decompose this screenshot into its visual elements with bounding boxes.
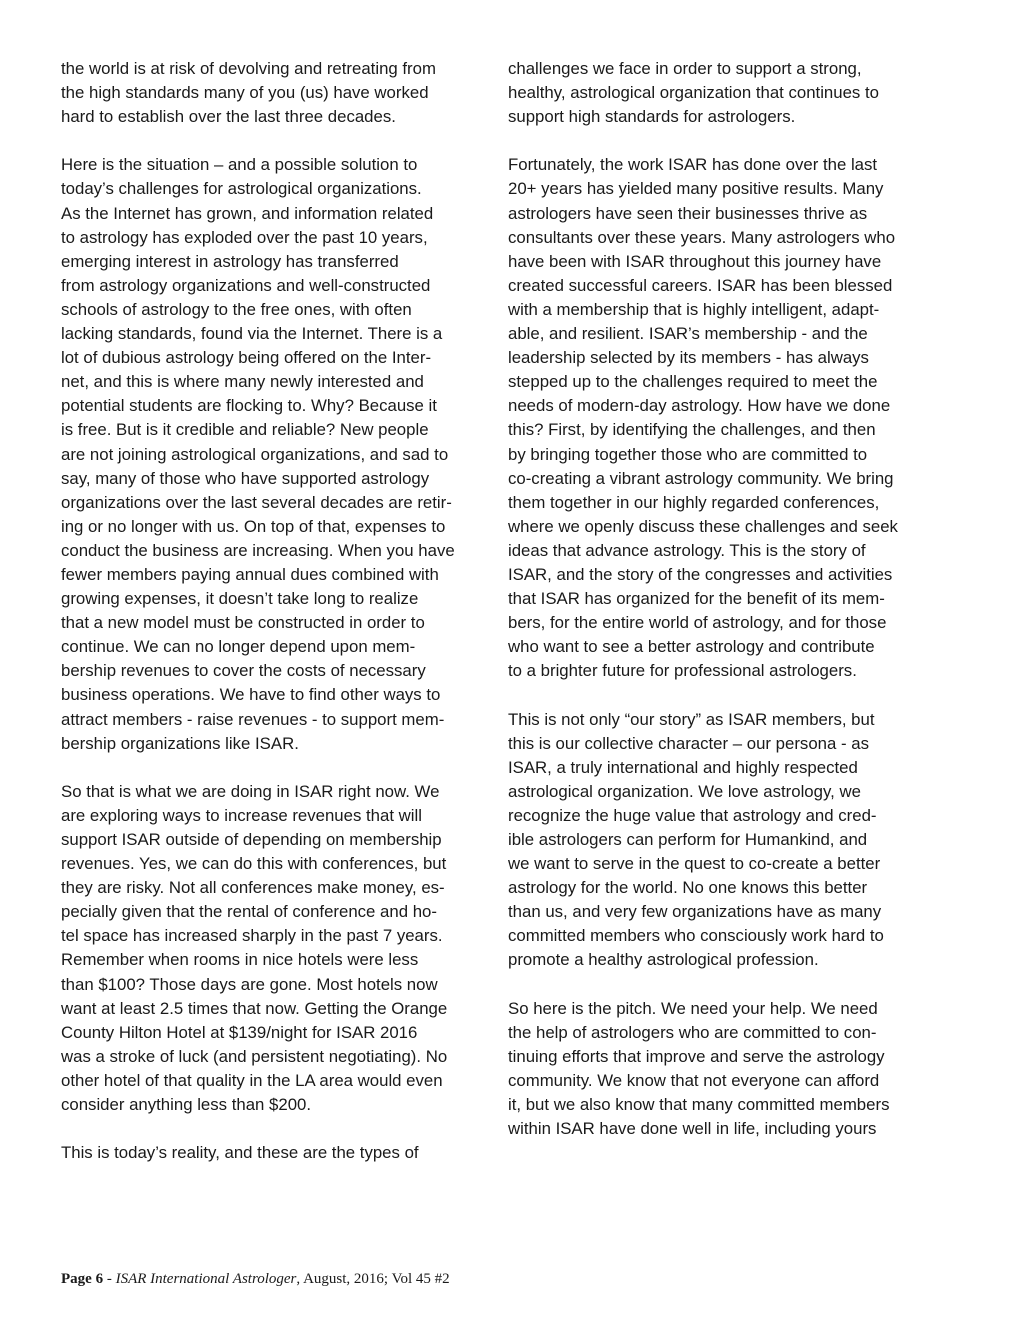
text-line: ing or no longer with us. On top of that, expenses to <box>61 516 446 536</box>
text-line: emerging interest in astrology has transferred <box>61 251 399 271</box>
text-line: co-creating a vibrant astrology community. We bring <box>508 468 894 488</box>
text-line: continue. We can no longer depend upon mem- <box>61 637 416 657</box>
left-paragraph-4 <box>61 1141 501 1165</box>
text-line: promote a healthy astrological profession. <box>508 950 819 970</box>
text-line: hard to establish over the last three decades. <box>61 107 396 127</box>
right-paragraph-2 <box>508 153 948 683</box>
text-line: are not joining astrological organizations, and sad to <box>61 444 449 464</box>
text-line: created successful careers. ISAR has been blessed <box>508 275 893 295</box>
text-line: ible astrologers can perform for Humankind, and <box>508 830 868 849</box>
text-line: support high standards for astrologers. <box>508 107 796 127</box>
text-line: this? First, by identifying the challenges, and then <box>508 420 876 440</box>
text-line: to astrology has exploded over the past 10 years, <box>61 227 428 247</box>
text-line: This is today’s reality, and these are the types of <box>61 1143 419 1163</box>
left-paragraph-2 <box>61 153 501 755</box>
text-line: tinuing efforts that improve and serve the astrology <box>508 1046 885 1066</box>
text-line: astrologers have seen their businesses thrive as <box>508 203 868 223</box>
text-line: that a new model must be constructed in order to <box>61 613 425 633</box>
text-line: revenues. Yes, we can do this with conferences, but <box>61 854 447 874</box>
text-line: So here is the pitch. We need your help. We need <box>508 998 878 1018</box>
text-line: business operations. We have to find other ways to <box>61 685 441 705</box>
publication-title: ISAR International Astrologer <box>115 1271 297 1287</box>
right-paragraph-3 <box>508 708 948 973</box>
issue-info: , August, 2016; Vol 45 #2 <box>296 1271 450 1287</box>
text-line: net, and this is where many newly interested and <box>61 372 424 392</box>
text-line: tel space has increased sharply in the past 7 years. <box>61 926 443 946</box>
text-line: bers, for the entire world of astrology, and for those <box>508 613 887 633</box>
text-line: attract members - raise revenues - to support mem- <box>61 709 445 729</box>
text-line: County Hilton Hotel at $139/night for ISAR 2016 <box>61 1022 418 1042</box>
text-line: needs of modern-day astrology. How have we done <box>508 396 891 416</box>
text-line: stepped up to the challenges required to meet the <box>508 372 878 392</box>
left-paragraph-1 <box>61 57 501 129</box>
text-line: the world is at risk of devolving and retreating from <box>61 59 436 78</box>
text-line: astrology for the world. No one knows this better <box>508 878 868 898</box>
text-line: we want to serve in the quest to co-create a better <box>508 854 881 874</box>
text-line: 20+ years has yielded many positive results. Many <box>508 179 884 199</box>
text-line: fewer members paying annual dues combined with <box>61 564 439 584</box>
text-line: where we openly discuss these challenges and seek <box>508 516 898 536</box>
text-line: community. We know that not everyone can afford <box>508 1070 880 1090</box>
text-line: other hotel of that quality in the LA area would even <box>61 1070 443 1090</box>
text-line: Remember when rooms in nice hotels were less <box>61 950 419 970</box>
left-paragraph-3 <box>61 780 501 1117</box>
text-line: to a brighter future for professional astrologers. <box>508 661 857 681</box>
text-line: who want to see a better astrology and contribute <box>508 637 875 657</box>
text-line: consider anything less than $200. <box>61 1095 312 1115</box>
text-line: Fortunately, the work ISAR has done over the last <box>508 155 878 175</box>
text-line: this is our collective character – our persona - as <box>508 733 869 753</box>
text-line: ISAR, and the story of the congresses and activities <box>508 564 893 584</box>
text-line: astrological organization. We love astrology, we <box>508 781 861 801</box>
right-paragraph-4 <box>508 997 948 1142</box>
text-line: conduct the business are increasing. When you have <box>61 540 455 560</box>
text-line: than us, and very few organizations have as many <box>508 902 882 922</box>
text-line: pecially given that the rental of conference and ho- <box>61 902 437 922</box>
text-line: the high standards many of you (us) have worked <box>61 83 429 103</box>
text-line: was a stroke of luck (and persistent negotiating). No <box>61 1046 448 1066</box>
text-line: lacking standards, found via the Internet. There is a <box>61 324 443 344</box>
text-line: committed members who consciously work hard to <box>508 926 884 946</box>
text-line: say, many of those who have supported astrology <box>61 468 430 488</box>
text-line: organizations over the last several decades are retir- <box>61 492 452 512</box>
text-line: within ISAR have done well in life, including yours <box>508 1119 877 1139</box>
text-line: support ISAR outside of depending on membership <box>61 830 442 849</box>
text-line: from astrology organizations and well-constructed <box>61 275 431 295</box>
text-line: them together in our highly regarded conferences, <box>508 492 880 512</box>
text-line: that ISAR has organized for the benefit of its mem- <box>508 589 885 609</box>
text-line: it, but we also know that many committed members <box>508 1095 890 1115</box>
text-line: Here is the situation – and a possible solution to <box>61 155 418 175</box>
text-line: challenges we face in order to support a strong, <box>508 59 862 78</box>
text-line: leadership selected by its members - has always <box>508 348 869 368</box>
text-line: ISAR, a truly international and highly respected <box>508 757 858 777</box>
text-line: today’s challenges for astrological organizations. <box>61 179 422 199</box>
text-line: As the Internet has grown, and information related <box>61 203 434 223</box>
text-line: recognize the huge value that astrology and cred- <box>508 805 877 825</box>
text-line: by bringing together those who are committed to <box>508 444 868 464</box>
text-line: So that is what we are doing in ISAR right now. We <box>61 781 440 801</box>
text-line: lot of dubious astrology being offered on the Inter- <box>61 348 432 368</box>
text-line: healthy, astrological organization that continues to <box>508 83 879 103</box>
text-line: able, and resilient. ISAR’s membership - and the <box>508 324 868 344</box>
text-line: the help of astrologers who are committed to con- <box>508 1022 877 1042</box>
text-line: This is not only “our story” as ISAR members, but <box>508 709 875 729</box>
text-line: than $100? Those days are gone. Most hotels now <box>61 974 438 994</box>
footer-separator: - <box>103 1271 116 1287</box>
text-line: have been with ISAR throughout this journey have <box>508 251 882 271</box>
text-line: are exploring ways to increase revenues that will <box>61 805 422 825</box>
right-paragraph-1 <box>508 57 948 129</box>
text-line: consultants over these years. Many astrologers who <box>508 227 896 247</box>
right-column <box>508 57 948 1141</box>
text-line: they are risky. Not all conferences make money, es- <box>61 878 445 898</box>
text-line: is free. But is it credible and reliable? New people <box>61 420 429 440</box>
page-number: Page 6 <box>61 1271 104 1287</box>
text-line: bership organizations like ISAR. <box>61 733 299 753</box>
text-line: want at least 2.5 times that now. Getting the Orange <box>61 998 448 1018</box>
text-line: ideas that advance astrology. This is the story of <box>508 540 866 560</box>
page-footer <box>61 1271 450 1288</box>
text-line: potential students are flocking to. Why? Because it <box>61 396 437 416</box>
text-line: bership revenues to cover the costs of necessary <box>61 661 426 681</box>
text-line: schools of astrology to the free ones, with often <box>61 299 412 319</box>
text-line: growing expenses, it doesn’t take long to realize <box>61 589 419 609</box>
text-line: with a membership that is highly intelligent, adapt- <box>508 299 880 319</box>
left-column <box>61 57 501 1165</box>
